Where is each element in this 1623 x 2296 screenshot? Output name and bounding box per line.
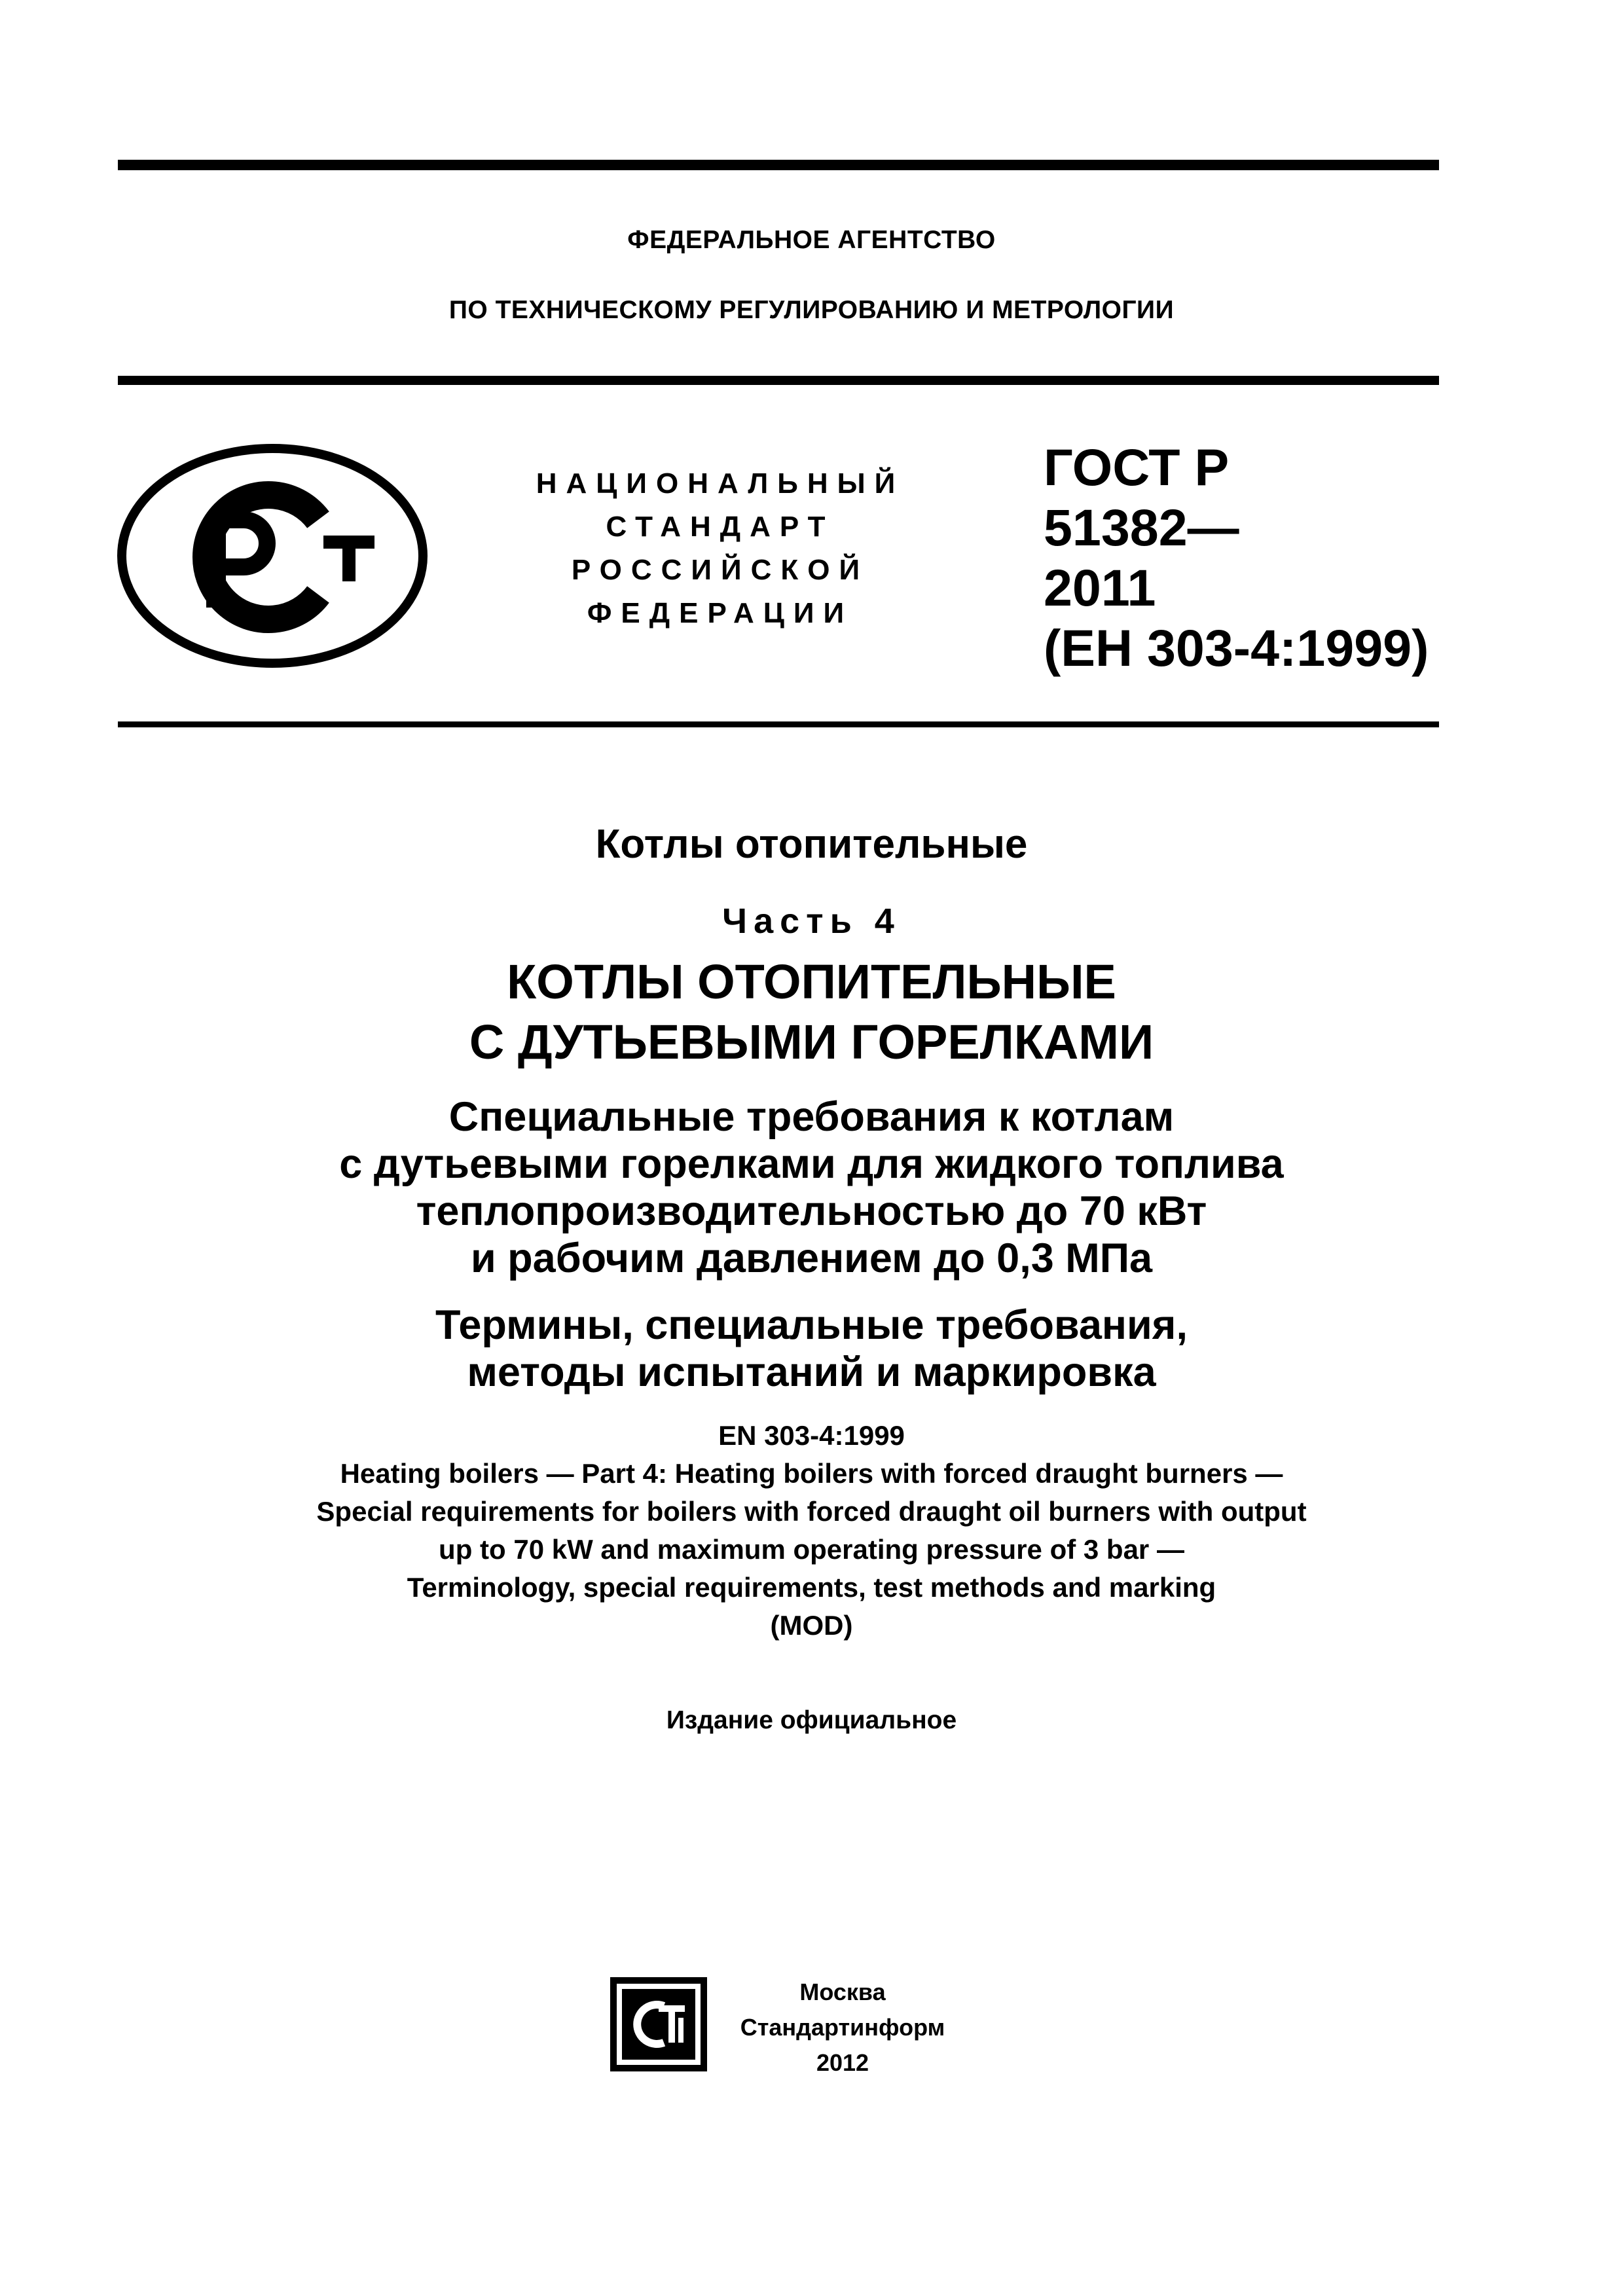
designation-line-3: 2011	[1044, 558, 1156, 617]
part-title	[0, 952, 1623, 1072]
spec-line-1: Специальные требования к котлам	[448, 1094, 1175, 1140]
publisher-name: Стандартинформ	[740, 2014, 945, 2041]
part-title-line-1: КОТЛЫ ОТОПИТЕЛЬНЫЕ	[507, 955, 1116, 1009]
special-requirements-title	[0, 1093, 1623, 1282]
standard-designation	[1044, 437, 1429, 678]
english-line-2: Heating boilers — Part 4: Heating boilers with forced draught burners —	[340, 1458, 1283, 1489]
publisher-info	[724, 1975, 961, 2081]
top-rule	[118, 160, 1439, 170]
document-title: Котлы отопительные	[595, 822, 1028, 867]
document-part: Часть 4	[722, 902, 901, 941]
publisher-city: Москва	[799, 1978, 886, 2005]
rst-logo-icon	[115, 443, 429, 669]
english-line-1: EN 303-4:1999	[718, 1420, 905, 1451]
official-edition: Издание официальное	[666, 1706, 957, 1734]
terms-line-2: методы испытаний и маркировка	[467, 1349, 1156, 1395]
national-line-1: НАЦИОНАЛЬНЫЙ	[536, 467, 905, 500]
national-line-4: ФЕДЕРАЦИИ	[587, 597, 854, 629]
spec-line-2: с дутьевыми горелками для жидкого топлива	[339, 1141, 1284, 1187]
title-rule	[118, 721, 1439, 727]
english-line-4: up to 70 kW and maximum operating pressure of 3 bar —	[439, 1534, 1184, 1565]
spec-line-3: теплопроизводительностью до 70 кВт	[416, 1188, 1207, 1234]
part-title-line-2: С ДУТЬЕВЫМИ ГОРЕЛКАМИ	[469, 1015, 1154, 1069]
english-title	[0, 1417, 1623, 1645]
agency-line-1: ФЕДЕРАЛЬНОЕ АГЕНТСТВО	[627, 226, 996, 254]
terms-line-1: Термины, специальные требования,	[435, 1302, 1188, 1348]
designation-line-2: 51382—	[1044, 498, 1239, 556]
header-rule	[118, 376, 1439, 385]
national-line-2: СТАНДАРТ	[606, 511, 835, 543]
english-line-3: Special requirements for boilers with forced draught oil burners with output	[316, 1496, 1307, 1527]
national-standard-label	[484, 462, 956, 635]
publisher-logo-icon	[608, 1975, 710, 2074]
spec-line-4: и рабочим давлением до 0,3 МПа	[470, 1235, 1153, 1281]
publisher-year: 2012	[816, 2049, 869, 2076]
english-line-5: Terminology, special requirements, test methods and marking	[407, 1572, 1216, 1603]
designation-line-4: (ЕН 303-4:1999)	[1044, 619, 1429, 677]
designation-line-1: ГОСТ Р	[1044, 438, 1230, 496]
national-line-3: РОССИЙСКОЙ	[571, 554, 869, 586]
terms-title	[0, 1302, 1623, 1396]
agency-line-2: ПО ТЕХНИЧЕСКОМУ РЕГУЛИРОВАНИЮ И МЕТРОЛОГИИ	[448, 296, 1175, 324]
english-line-6: (MOD)	[770, 1610, 853, 1641]
